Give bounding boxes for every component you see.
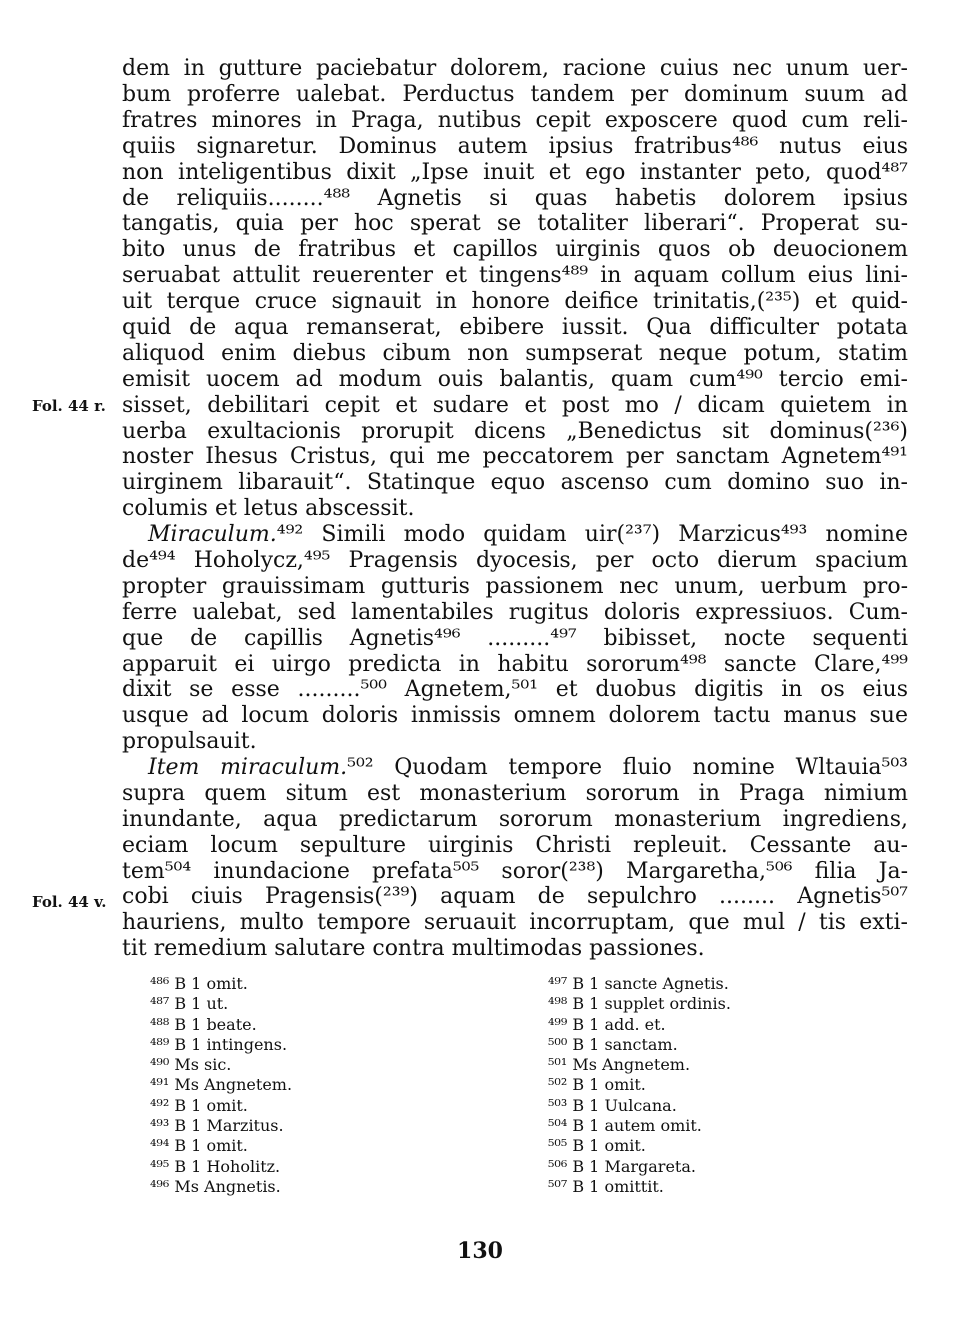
folio-margin-note: Fol. 44 r. [32,397,106,415]
footnote: ⁵⁰⁷ B 1 omittit. [548,1176,664,1196]
footnote: ⁵⁰⁰ B 1 sanctam. [548,1034,678,1054]
footnote: ⁴⁹² B 1 omit. [150,1095,248,1115]
footnote: ⁵⁰³ B 1 Uulcana. [548,1095,677,1115]
footnote: ⁵⁰¹ Ms Angnetem. [548,1055,691,1075]
body-line: hauriens, multo tempore seruauit incorruptam, que mul / tis exti- [122,910,908,935]
body-line: eciam locum sepulture uirginis Christi repleuit. Cessante au- [122,833,908,858]
miracle-heading: Item miraculum. [148,755,348,780]
folio-margin-note: Fol. 44 v. [32,893,107,911]
body-line: columis et letus abscessit. [122,496,415,521]
body-line: Miraculum.⁴⁹² Simili modo quidam uir(²³⁷) Marzicus⁴⁹³ nomine [148,522,908,547]
footnote: ⁴⁸⁸ B 1 beate. [150,1014,257,1034]
body-line: fratres minores in Praga, nutibus cepit exposcere quod cum reli- [122,108,908,133]
body-line: noster Ihesus Cristus, qui me peccatorem per sanctam Agnetem⁴⁹¹ [122,444,908,469]
footnote: ⁴⁹³ B 1 Marzitus. [150,1116,284,1136]
body-line: seruabat attulit reuerenter et tingens⁴⁸⁹ in aquam collum eius lini- [122,263,908,288]
footnote: ⁴⁹⁷ B 1 sancte Agnetis. [548,974,729,993]
body-line: supra quem situm est monasterium sororum in Praga nimium [122,781,908,806]
footnote: ⁵⁰⁴ B 1 autem omit. [548,1116,702,1136]
body-line: inundante, aqua predictarum sororum monasterium ingrediens, [122,807,908,832]
body-line: propulsauit. [122,729,257,754]
footnote: ⁴⁸⁶ B 1 omit. [150,974,248,993]
footnote: ⁴⁹⁴ B 1 omit. [150,1136,248,1156]
body-line: aliquod enim diebus cibum non sumpserat neque potum, statim [122,341,908,366]
body-line: emisit uocem ad modum ouis balantis, quam cum⁴⁹⁰ tercio emi- [122,367,908,392]
body-line: usque ad locum doloris inmissis omnem dolorem tactu manus sue [122,703,908,728]
footnote: ⁴⁹¹ Ms Angnetem. [150,1075,293,1095]
body-line: tem⁵⁰⁴ inundacione prefata⁵⁰⁵ soror(²³⁸) Margaretha,⁵⁰⁶ filia Ja- [122,859,908,884]
body-line: uirginem libarauit“. Statinque equo ascenso cum domino suo in- [122,470,908,495]
footnotes-right [548,974,731,1197]
miracle-heading: Miraculum. [148,522,277,547]
footnote: ⁵⁰⁵ B 1 omit. [548,1136,646,1156]
body-line: tit remedium salutare contra multimodas passiones. [122,936,705,961]
footnote: ⁴⁹⁹ B 1 add. et. [548,1014,666,1034]
body-line: de⁴⁹⁴ Hoholycz,⁴⁹⁵ Pragensis dyocesis, per octo dierum spacium [122,548,908,573]
body-line: uit terque cruce signauit in honore deifice trinitatis,(²³⁵) et quid- [122,289,908,314]
body-line: bum proferre ualebat. Perductus tandem per dominum suum ad [122,82,908,107]
page-number: 130 [457,1238,503,1264]
body-line: de reliquiis........⁴⁸⁸ Agnetis si quas habetis dolorem ipsius [122,186,908,211]
footnote: ⁵⁰² B 1 omit. [548,1075,646,1095]
body-line: ferre ualebat, sed lamentabiles rugitus doloris expressiuos. Cum- [122,600,908,625]
body-line: propter grauissimam gutturis passionem nec unum, uerbum pro- [122,574,908,599]
body-line: sisset, debilitari cepit et sudare et post mo / dicam quietem in [122,393,908,418]
body-line: quid de aqua remanserat, ebibere iussit. Qua difficulter potata [122,315,908,340]
footnote: ⁴⁸⁹ B 1 intingens. [150,1034,288,1054]
body-line: bito unus de fratribus et capillos uirginis quos ob deuocionem [122,237,908,262]
body-line: uerba exultacionis prorupit dicens „Benedictus sit dominus(²³⁶) [122,419,908,444]
footnotes-left [150,974,292,1197]
footnote: ⁴⁹⁰ Ms sic. [150,1055,232,1075]
body-line: Item miraculum.⁵⁰² Quodam tempore fluio nomine Wltauia⁵⁰³ [148,755,908,780]
body-line: non inteligentibus dixit „Ipse inuit et ego instanter peto, quod⁴⁸⁷ [122,160,908,185]
body-line: cobi ciuis Pragensis(²³⁹) aquam de sepulchro ........ Agnetis⁵⁰⁷ [122,884,908,909]
body-line: dem in gutture paciebatur dolorem, racione cuius nec unum uer- [122,56,908,81]
body-line: que de capillis Agnetis⁴⁹⁶ .........⁴⁹⁷ bibisset, nocte sequenti [122,626,908,651]
footnote: ⁴⁹⁵ B 1 Hoholitz. [150,1156,281,1176]
body-line: apparuit ei uirgo predicta in habitu sororum⁴⁹⁸ sancte Clare,⁴⁹⁹ [122,652,908,677]
body-line: dixit se esse .........⁵⁰⁰ Agnetem,⁵⁰¹ et duobus digitis in os eius [122,677,908,702]
footnote: ⁵⁰⁶ B 1 Margareta. [548,1156,696,1176]
footnote: ⁴⁹⁸ B 1 supplet ordinis. [548,994,731,1014]
body-line: quiis signaretur. Dominus autem ipsius fratribus⁴⁸⁶ nutus eius [122,134,908,159]
footnote: ⁴⁸⁷ B 1 ut. [150,994,229,1014]
footnote: ⁴⁹⁶ Ms Angnetis. [150,1176,281,1196]
body-line: tangatis, quia per hoc sperat se totaliter liberari“. Properat su- [122,211,908,236]
